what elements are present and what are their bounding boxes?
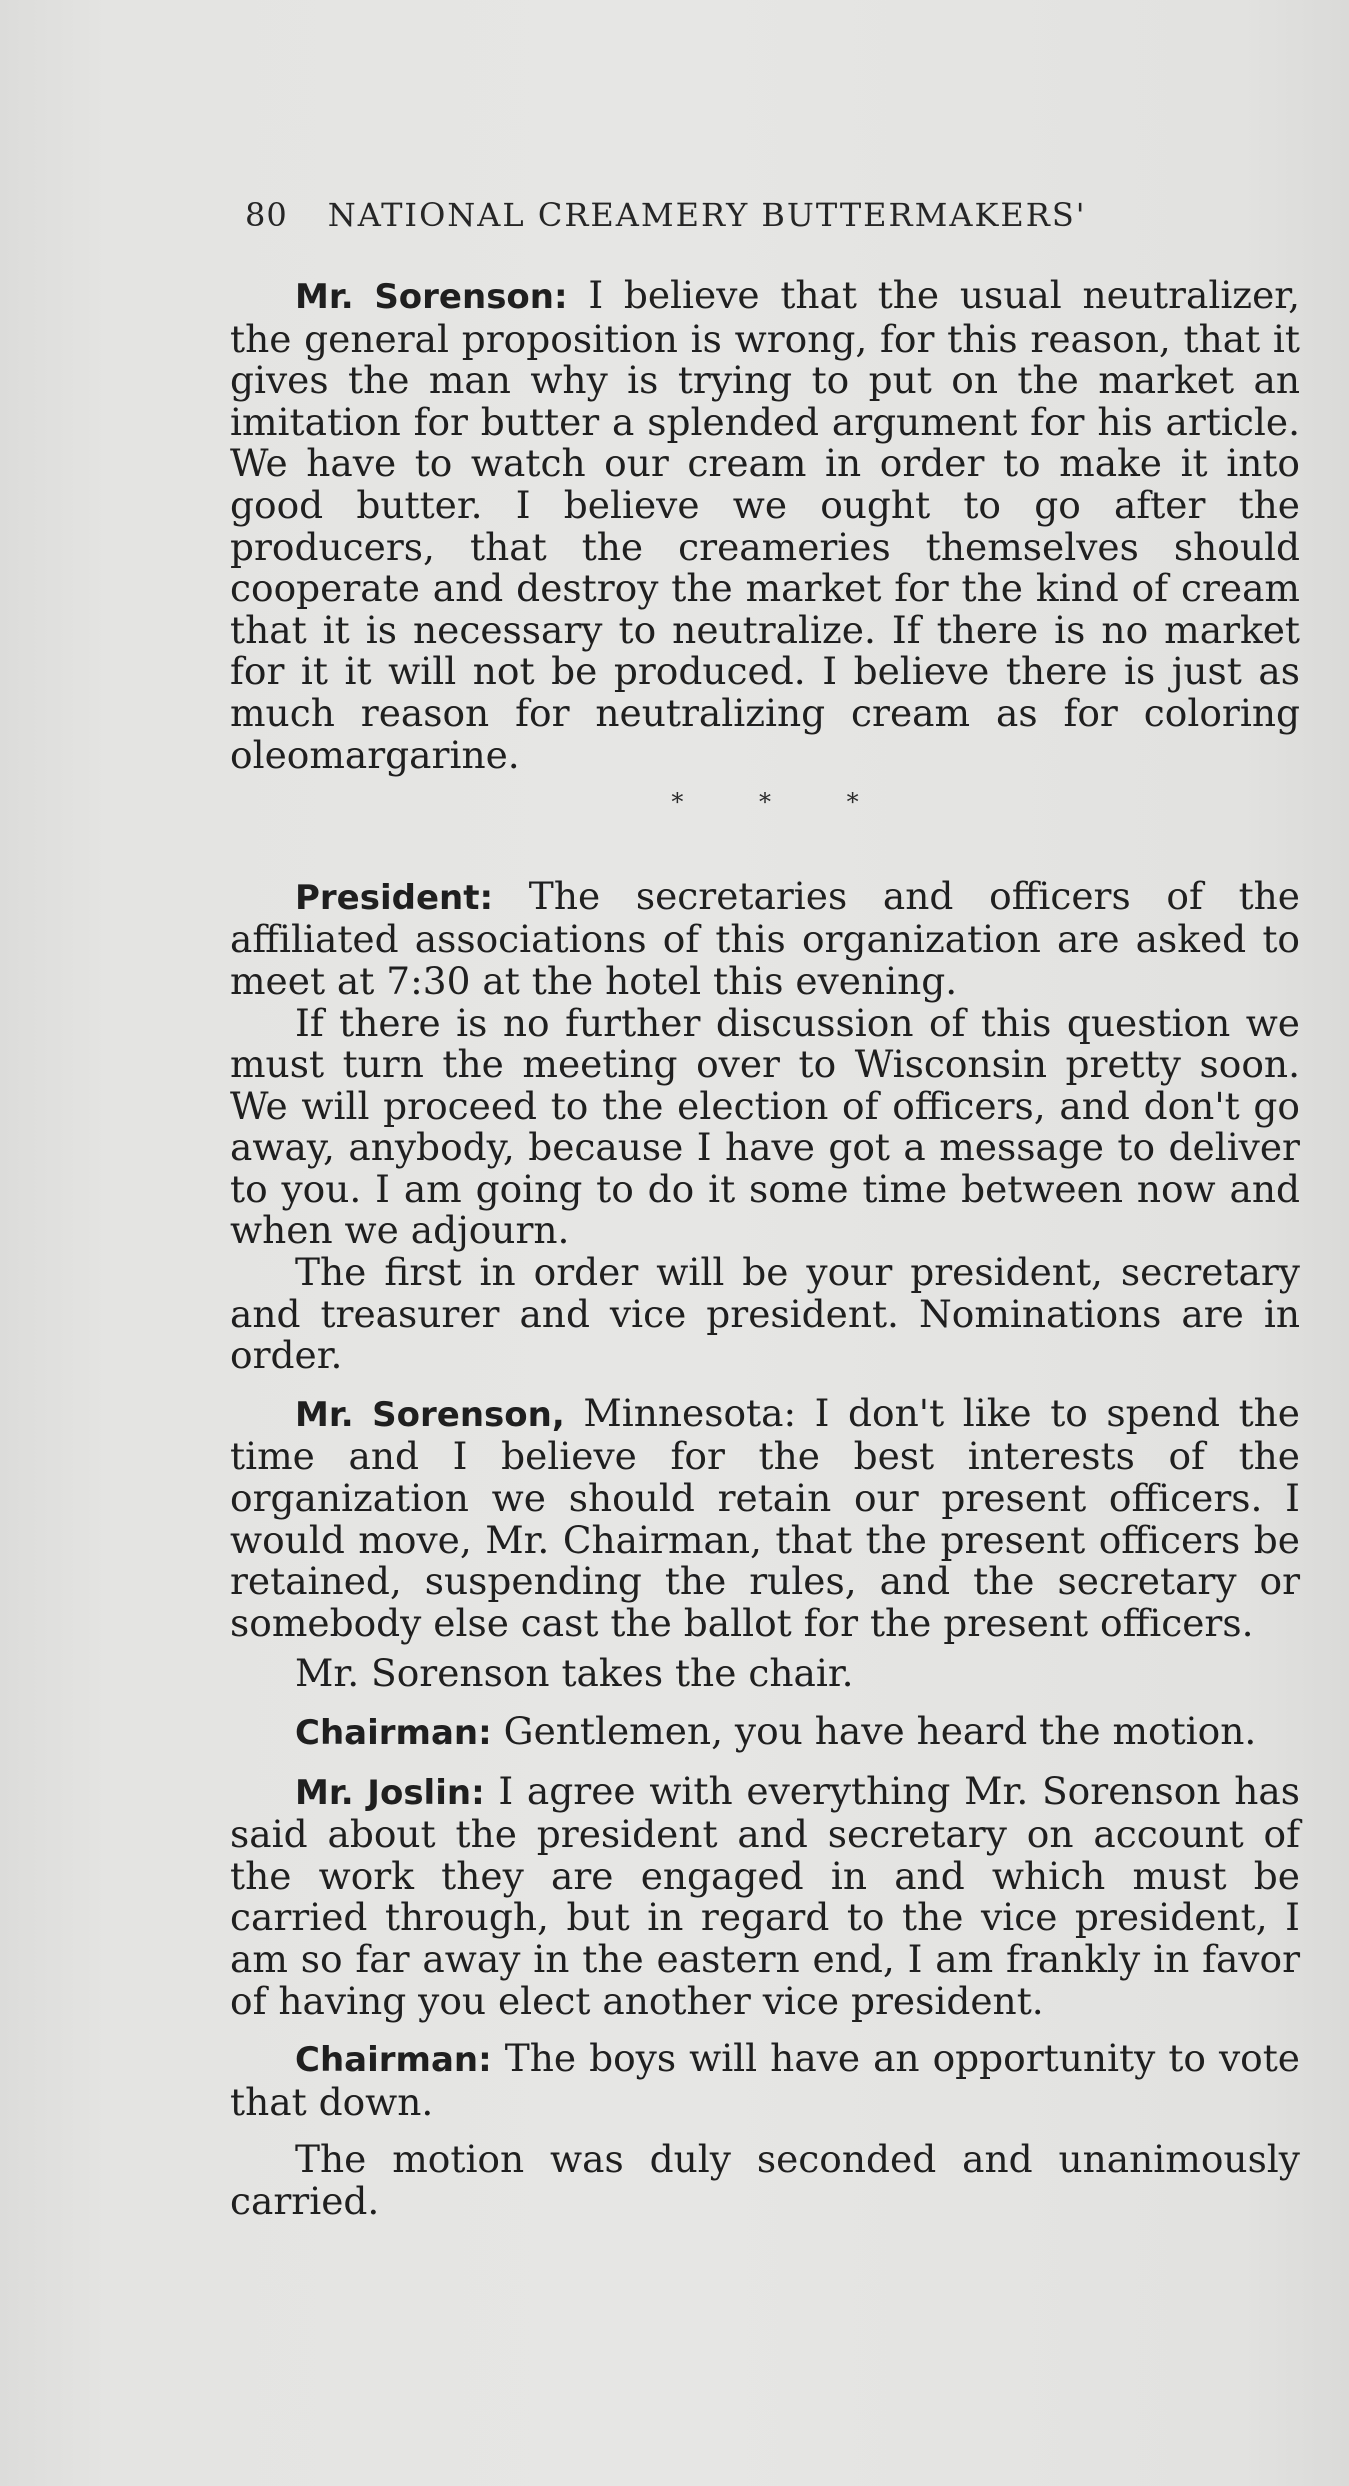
paragraph-text: If there is no further discussion of this question we must turn the meeting over to Wisconsin pretty soon. We will proceed to the election of officers, and don't go away, anybody, because I have got a message to deliver to you. I am going to do it some time between now and when we adjourn. [230,1000,1300,1253]
running-header [245,196,1165,234]
paragraph-further-discussion [230,1000,1300,1253]
speaker-label: Mr. Sorenson, [295,1394,565,1435]
paragraph-text: Minnesota: I don't like to spend the time and I believe for the best interests of the organization we should retain our present officers. I would move, Mr. Chairman, that the present officers be retained, suspending the rules, and the secretary or somebody else cast the ballot for the present officers. [230,1390,1300,1645]
paragraph-text: I agree with everything Mr. Sorenson has said about the president and secretary on account of the work they are engaged in and which must be carried through, but in regard to the vice president, I am so far away in the eastern end, I am frankly in favor of having you elect another vice president. [230,1768,1300,2023]
section-separator: * * * [671,788,893,817]
speaker-label: President: [295,877,494,918]
paragraph-text: The secretaries and officers of the affiliated associations of this organization are asked to meet at 7:30 at the hotel this evening. [230,873,1300,1003]
paragraph-text: The boys will have an opportunity to vote that down. [230,2036,1300,2124]
paragraph-text: The motion was duly seconded and unanimously carried. [230,2137,1300,2223]
speaker-label: Mr. Sorenson: [295,277,568,317]
paragraph-text: Gentlemen, you have heard the motion. [491,1709,1257,1753]
page-body [230,275,1300,2223]
page-number: 80 [245,196,288,234]
paragraph-motion-carried [230,2139,1300,2222]
paragraph-chairman-vote [230,2038,1300,2123]
speaker-label: Chairman: [295,1713,492,1753]
running-title: NATIONAL CREAMERY BUTTERMAKERS' [327,196,1087,234]
paragraph-sorenson-motion [230,1390,1300,1645]
paragraph-sorenson-neutralizer [230,275,1300,776]
speaker-label: Mr. Joslin: [295,1772,485,1813]
paragraph-text: The first in order will be your president, secretary and treasurer and vice president. Nominations are in order. [230,1250,1300,1378]
paragraph-text: Mr. Sorenson takes the chair. [295,1651,854,1696]
paragraph-order-of-election [230,1252,1300,1377]
paragraph-joslin [230,1768,1300,2023]
speaker-label: Chairman: [295,2040,492,2081]
paragraph-president-announcement [230,873,1300,1003]
paragraph-text: I believe that the usual neutralizer, the general proposition is wrong, for this reason, that it gives the man why is trying to put on the market an imitation for butter a splended argument for his article. We have to watch our cream in order to make it into good butter. I believe we ought to go after the producers, that the creameries themselves should cooperate and destroy the market for the kind of cream that it is necessary to neutralize. If there is no market for it it will not be produced. I believe there is just as much reason for neutralizing cream as for coloring oleomargarine. [230,273,1300,777]
paragraph-chairman-motion [230,1711,1300,1755]
paragraph-takes-chair [230,1653,1300,1695]
